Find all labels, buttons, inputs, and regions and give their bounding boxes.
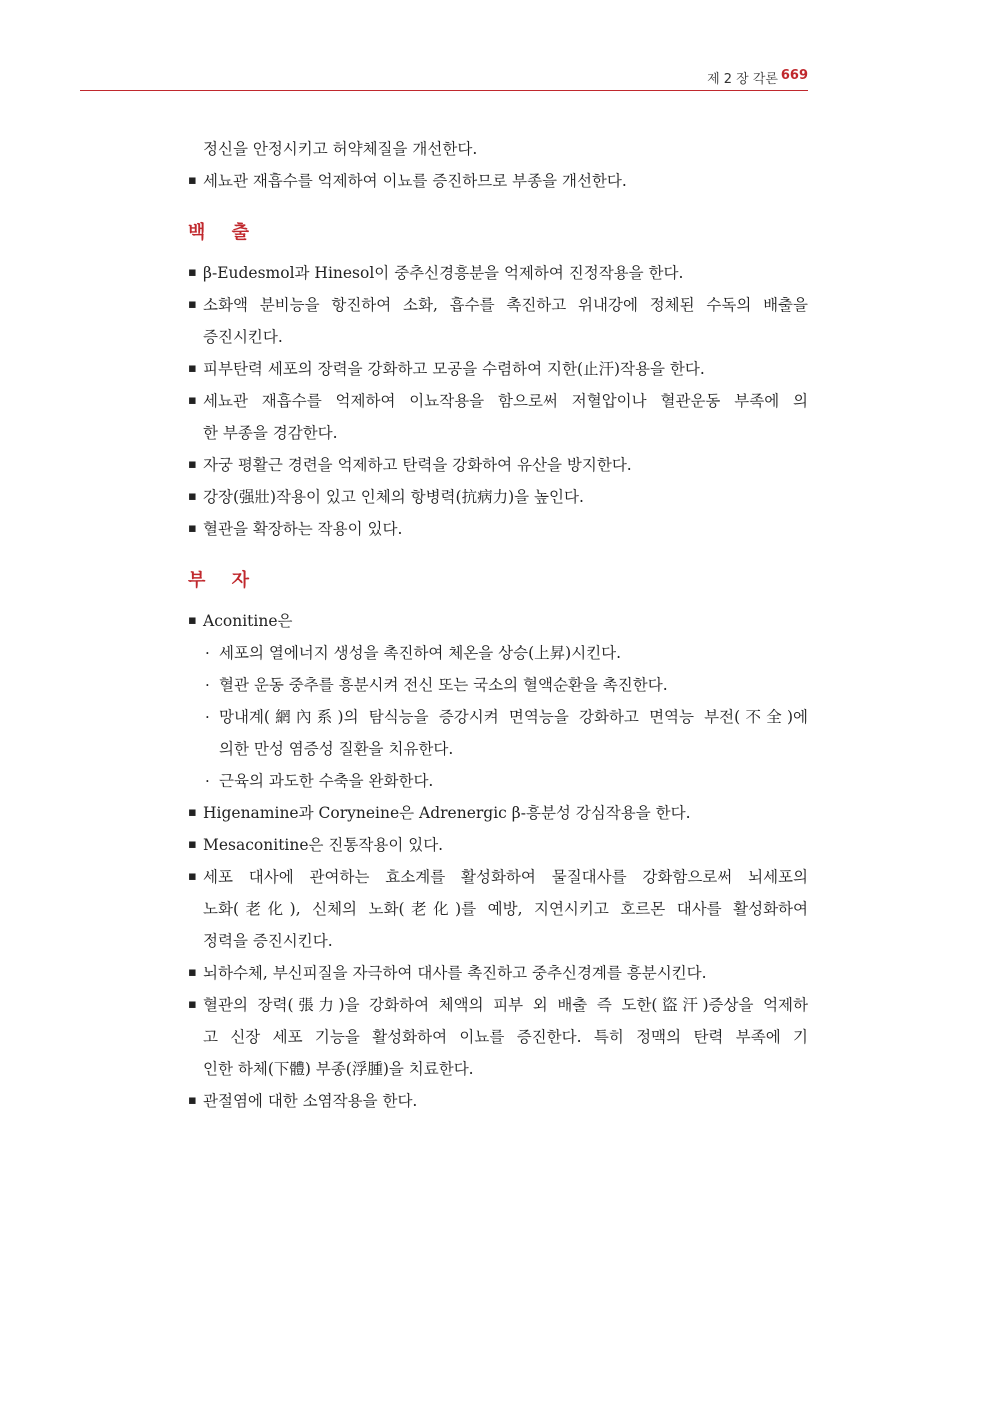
- bullet-icon: ▪: [188, 457, 197, 472]
- list-item-text: 혈관을 확장하는 작용이 있다.: [203, 520, 403, 538]
- list-item: [188, 353, 808, 385]
- list-item: [188, 289, 808, 321]
- list-item: [188, 989, 808, 1021]
- bullet-icon: ▪: [188, 837, 197, 852]
- chapter-label: 제 2 장 각론: [707, 72, 778, 87]
- list-item: [188, 481, 808, 513]
- intro-continuation: 정신을 안정시키고 허약체질을 개선한다.: [203, 140, 478, 158]
- sub-list-item: [188, 637, 808, 669]
- list-item-text: Higenamine과 Coryneine은 Adrenergic β-흥분성 강심작용을 한다.: [203, 804, 691, 822]
- bullet-icon: ▪: [188, 997, 197, 1012]
- list-item-text: 소화액 분비능을 항진하여 소화, 흡수를 촉진하고 위내강에 정체된 수독의 배출을: [203, 296, 808, 314]
- sub-list-item-text: 근육의 과도한 수축을 완화한다.: [219, 772, 434, 790]
- list-item-text: 피부탄력 세포의 장력을 강화하고 모공을 수렴하여 지한(止汗)작용을 한다.: [203, 360, 705, 378]
- list-item: [188, 1085, 808, 1117]
- section-title-buja: 부 자: [188, 570, 260, 591]
- list-item-continuation: 한 부종을 경감한다.: [203, 424, 338, 442]
- page-header: [80, 62, 808, 91]
- sub-list-item-text: 세포의 열에너지 생성을 촉진하여 체온을 상승(上昇)시킨다.: [219, 644, 622, 662]
- bullet-icon: ▪: [188, 393, 197, 408]
- list-item-continuation: 인한 하체(下體) 부종(浮腫)을 치료한다.: [203, 1060, 474, 1078]
- dot-bullet-icon: ·: [205, 644, 210, 662]
- list-item: [188, 829, 808, 861]
- section1-list: [188, 257, 808, 545]
- bullet-icon: ▪: [188, 265, 197, 280]
- list-item-text: β-Eudesmol과 Hinesol이 중추신경흥분을 억제하여 진정작용을 한다.: [203, 264, 684, 282]
- dot-bullet-icon: ·: [205, 676, 210, 694]
- list-item-text: 혈관의 장력(張力)을 강화하여 체액의 피부 외 배출 즉 도한(盜汗)증상을 억제하: [203, 996, 808, 1014]
- dot-bullet-icon: ·: [205, 708, 210, 726]
- bullet-icon: ▪: [188, 965, 197, 980]
- list-item-text: 세뇨관 재흡수를 억제하여 이뇨작용을 함으로써 저혈압이나 혈관운동 부족에 의: [203, 392, 808, 410]
- list-item: [188, 513, 808, 545]
- page-content: [188, 133, 808, 1117]
- bullet-icon: ▪: [188, 173, 197, 188]
- bullet-icon: ▪: [188, 613, 197, 628]
- list-item: [188, 449, 808, 481]
- list-item-continuation: 노화(老化), 신체의 노화(老化)를 예방, 지연시키고 호르몬 대사를 활성화하여: [203, 900, 808, 918]
- aconitine-sublist: [188, 637, 808, 797]
- sub-list-item: [188, 765, 808, 797]
- list-item: [188, 861, 808, 893]
- sub-list-item-text: 혈관 운동 중추를 흥분시켜 전신 또는 국소의 혈액순환을 촉진한다.: [219, 676, 668, 694]
- list-item-continuation: 고 신장 세포 기능을 활성화하여 이뇨를 증진한다. 특히 정맥의 탄력 부족에 기: [203, 1028, 808, 1046]
- list-item-text: 뇌하수체, 부신피질을 자극하여 대사를 촉진하고 중추신경계를 흥분시킨다.: [203, 964, 707, 982]
- list-item: [188, 385, 808, 417]
- bullet-icon: ▪: [188, 489, 197, 504]
- sub-list-item: [188, 701, 808, 733]
- section-title-baekchul: 백 출: [188, 222, 260, 243]
- list-item-text: Mesaconitine은 진통작용이 있다.: [203, 836, 444, 854]
- list-item: [188, 257, 808, 289]
- bullet-icon: ▪: [188, 297, 197, 312]
- list-item-text: 자궁 평활근 경련을 억제하고 탄력을 강화하여 유산을 방지한다.: [203, 456, 632, 474]
- bullet-icon: ▪: [188, 805, 197, 820]
- list-item-continuation: 정력을 증진시킨다.: [203, 932, 333, 950]
- bullet-icon: ▪: [188, 361, 197, 376]
- page-number: 669: [780, 68, 808, 83]
- bullet-icon: ▪: [188, 521, 197, 536]
- sub-list-item: [188, 669, 808, 701]
- aconitine-item: ▪ Aconitine은: [188, 605, 808, 637]
- list-item-continuation: 증진시킨다.: [203, 328, 283, 346]
- list-item-text: 강장(强壯)작용이 있고 인체의 항병력(抗病力)을 높인다.: [203, 488, 584, 506]
- intro-bullet: ▪ 세뇨관 재흡수를 억제하여 이뇨를 증진하므로 부종을 개선한다.: [188, 165, 808, 197]
- list-item: [188, 797, 808, 829]
- list-item: [188, 957, 808, 989]
- list-item-text: 관절염에 대한 소염작용을 한다.: [203, 1092, 418, 1110]
- bullet-icon: ▪: [188, 1093, 197, 1108]
- section2-list: [188, 797, 808, 1117]
- sub-list-item-continuation: 의한 만성 염증성 질환을 치유한다.: [219, 740, 454, 758]
- list-item-text: 세포 대사에 관여하는 효소계를 활성화하여 물질대사를 강화함으로써 뇌세포의: [203, 868, 808, 886]
- sub-list-item-text: 망내계(網內系)의 탐식능을 증강시켜 면역능을 강화하고 면역능 부전(不全)에: [219, 708, 808, 726]
- bullet-icon: ▪: [188, 869, 197, 884]
- dot-bullet-icon: ·: [205, 772, 210, 790]
